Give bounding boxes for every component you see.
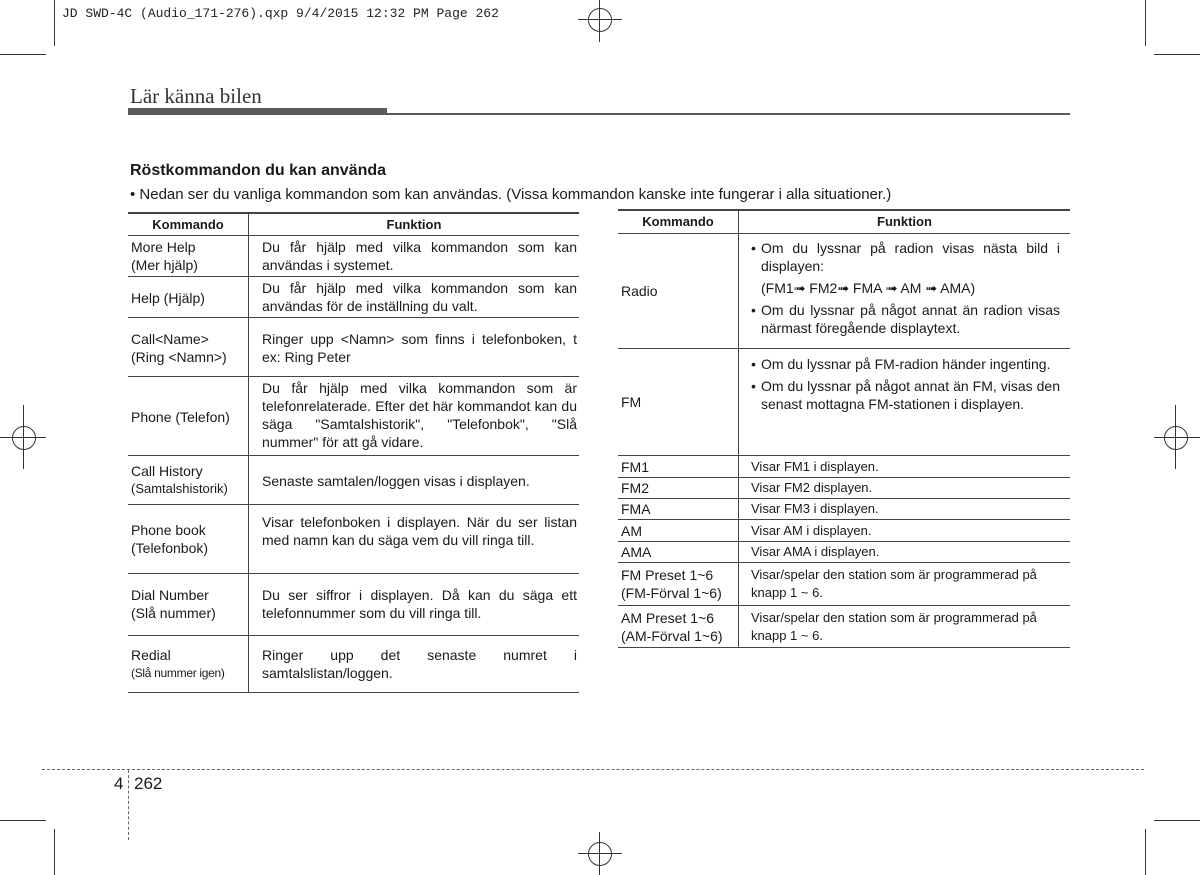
function-cell: Visar telefonboken i displayen. När du ser listan med namn kan du säga vem du vill ringa till.: [249, 505, 580, 574]
table-row: [128, 456, 579, 505]
crop-mark: [0, 820, 46, 821]
title-rule: [387, 113, 1070, 115]
column-header: Funktion: [249, 213, 580, 236]
bullet-item: • Om du lyssnar på radion visas nästa bild i displayen:: [751, 240, 1060, 274]
crop-mark: [0, 437, 46, 438]
function-cell: Du får hjälp med vilka kommandon som är telefonrelaterade. Efter det här kommandot kan du säga "Samtalshistorik", "Telefonbok", "Slå nummer" för att gå vidare.: [249, 377, 580, 456]
table-row: [128, 574, 579, 636]
crop-mark: [1154, 54, 1200, 55]
table-header-row: [128, 213, 579, 236]
table-row: [618, 563, 1070, 606]
command-cell: AM Preset 1~6 (AM-Förval 1~6): [618, 606, 739, 648]
command-cell: Redial (Slå nummer igen): [128, 636, 249, 693]
command-cell: Call History (Samtalshistorik): [128, 456, 249, 505]
crop-mark: [578, 19, 622, 20]
command-cell: FM2: [618, 478, 739, 499]
function-cell: Du ser siffror i displayen. Då kan du säga ett telefonnummer som du vill ringa till.: [249, 574, 580, 636]
chapter-number: 4: [114, 774, 124, 793]
command-cell: Radio: [618, 234, 739, 349]
registration-mark-icon: [12, 426, 36, 450]
command-cell: Phone (Telefon): [128, 377, 249, 456]
function-cell: Visar/spelar den station som är programmerad på knapp 1 ~ 6.: [751, 610, 1037, 643]
function-cell: Visar/spelar den station som är programmerad på knapp 1 ~ 6.: [739, 563, 1071, 606]
crop-mark: [54, 0, 55, 46]
registration-mark-icon: [588, 842, 612, 866]
table-row: [128, 236, 579, 277]
column-header: Kommando: [128, 213, 249, 236]
function-cell: Visar AMA i displayen.: [739, 542, 1071, 563]
command-cell: FM1: [618, 456, 739, 478]
table-row: [128, 277, 579, 318]
function-cell: Visar FM1 i displayen.: [739, 456, 1071, 478]
command-cell: Dial Number (Slå nummer): [128, 574, 249, 636]
title-rule: [128, 108, 387, 115]
table-row: [128, 505, 579, 574]
voice-command-table-left: [128, 212, 579, 693]
intro-text: • Nedan ser du vanliga kommandon som kan användas. (Vissa kommandon kanske inte fungerar i alla situationer.): [130, 186, 892, 203]
section-heading: Röstkommandon du kan använda: [130, 162, 387, 179]
crop-mark: [1154, 437, 1200, 438]
table-row: [618, 234, 1070, 349]
function-cell: Du får hjälp med vilka kommandon som kan användas i systemet.: [249, 236, 580, 277]
table-row: [618, 542, 1070, 563]
table-row: [618, 349, 1070, 456]
table-row: [128, 318, 579, 377]
function-cell: Ringer upp det senaste numret i samtalslistan/loggen.: [262, 647, 577, 681]
table-row: [128, 377, 579, 456]
function-cell: Visar AM i displayen.: [739, 520, 1071, 542]
crop-mark: [1154, 820, 1200, 821]
footer-divider: [42, 769, 1144, 770]
crop-mark: [578, 853, 622, 854]
chapter-title: Lär känna bilen: [130, 84, 262, 108]
command-cell: More Help (Mer hjälp): [128, 236, 249, 277]
crop-mark: [54, 829, 55, 875]
command-cell: AMA: [618, 542, 739, 563]
footer-divider: [128, 770, 129, 840]
function-cell: Visar FM2 displayen.: [739, 478, 1071, 499]
function-cell: Visar FM3 i displayen.: [739, 499, 1071, 520]
command-cell: Help (Hjälp): [128, 277, 249, 318]
table-row: [128, 636, 579, 693]
crop-mark: [0, 54, 46, 55]
page-number: 262: [134, 774, 163, 793]
command-cell: FM: [618, 349, 739, 456]
crop-mark: [1145, 829, 1146, 875]
command-cell: Call<Name> (Ring <Namn>): [128, 318, 249, 377]
command-cell: FM Preset 1~6 (FM-Förval 1~6): [618, 563, 739, 606]
function-cell: [739, 349, 1071, 456]
column-header: Funktion: [739, 210, 1071, 234]
bullet-item: • Om du lyssnar på FM-radion händer ingenting.: [751, 356, 1051, 372]
table-row: [618, 456, 1070, 478]
command-cell: AM: [618, 520, 739, 542]
function-cell: Senaste samtalen/loggen visas i displayen.: [249, 456, 580, 505]
table-row: [618, 520, 1070, 542]
bullet-item: • Om du lyssnar på något annat än radion visas närmast föregående displaytext.: [751, 302, 1060, 336]
table-row: [618, 499, 1070, 520]
table-header-row: [618, 210, 1070, 234]
table-row: [618, 606, 1070, 648]
crop-mark: [599, 0, 600, 42]
function-cell: Ringer upp <Namn> som finns i telefonboken, t ex: Ring Peter: [249, 318, 580, 377]
command-cell: Phone book (Telefonbok): [128, 505, 249, 574]
column-header: Kommando: [618, 210, 739, 234]
registration-mark-icon: [1164, 426, 1188, 450]
registration-mark-icon: [588, 8, 612, 32]
function-cell: [739, 234, 1071, 349]
sequence-text: (FM1➟ FM2➟ FMA ➟ AM ➟ AMA): [761, 280, 976, 296]
bullet-item: • Om du lyssnar på något annat än FM, visas den senast mottagna FM-stationen i displayen.: [751, 378, 1060, 412]
print-slug: JD SWD-4C (Audio_171-276).qxp 9/4/2015 12:32 PM Page 262: [62, 6, 499, 21]
table-row: [618, 478, 1070, 499]
voice-command-table-right: [618, 209, 1070, 648]
function-cell: Du får hjälp med vilka kommandon som kan användas för de inställning du valt.: [249, 277, 580, 318]
crop-mark: [1145, 0, 1146, 46]
command-cell: FMA: [618, 499, 739, 520]
